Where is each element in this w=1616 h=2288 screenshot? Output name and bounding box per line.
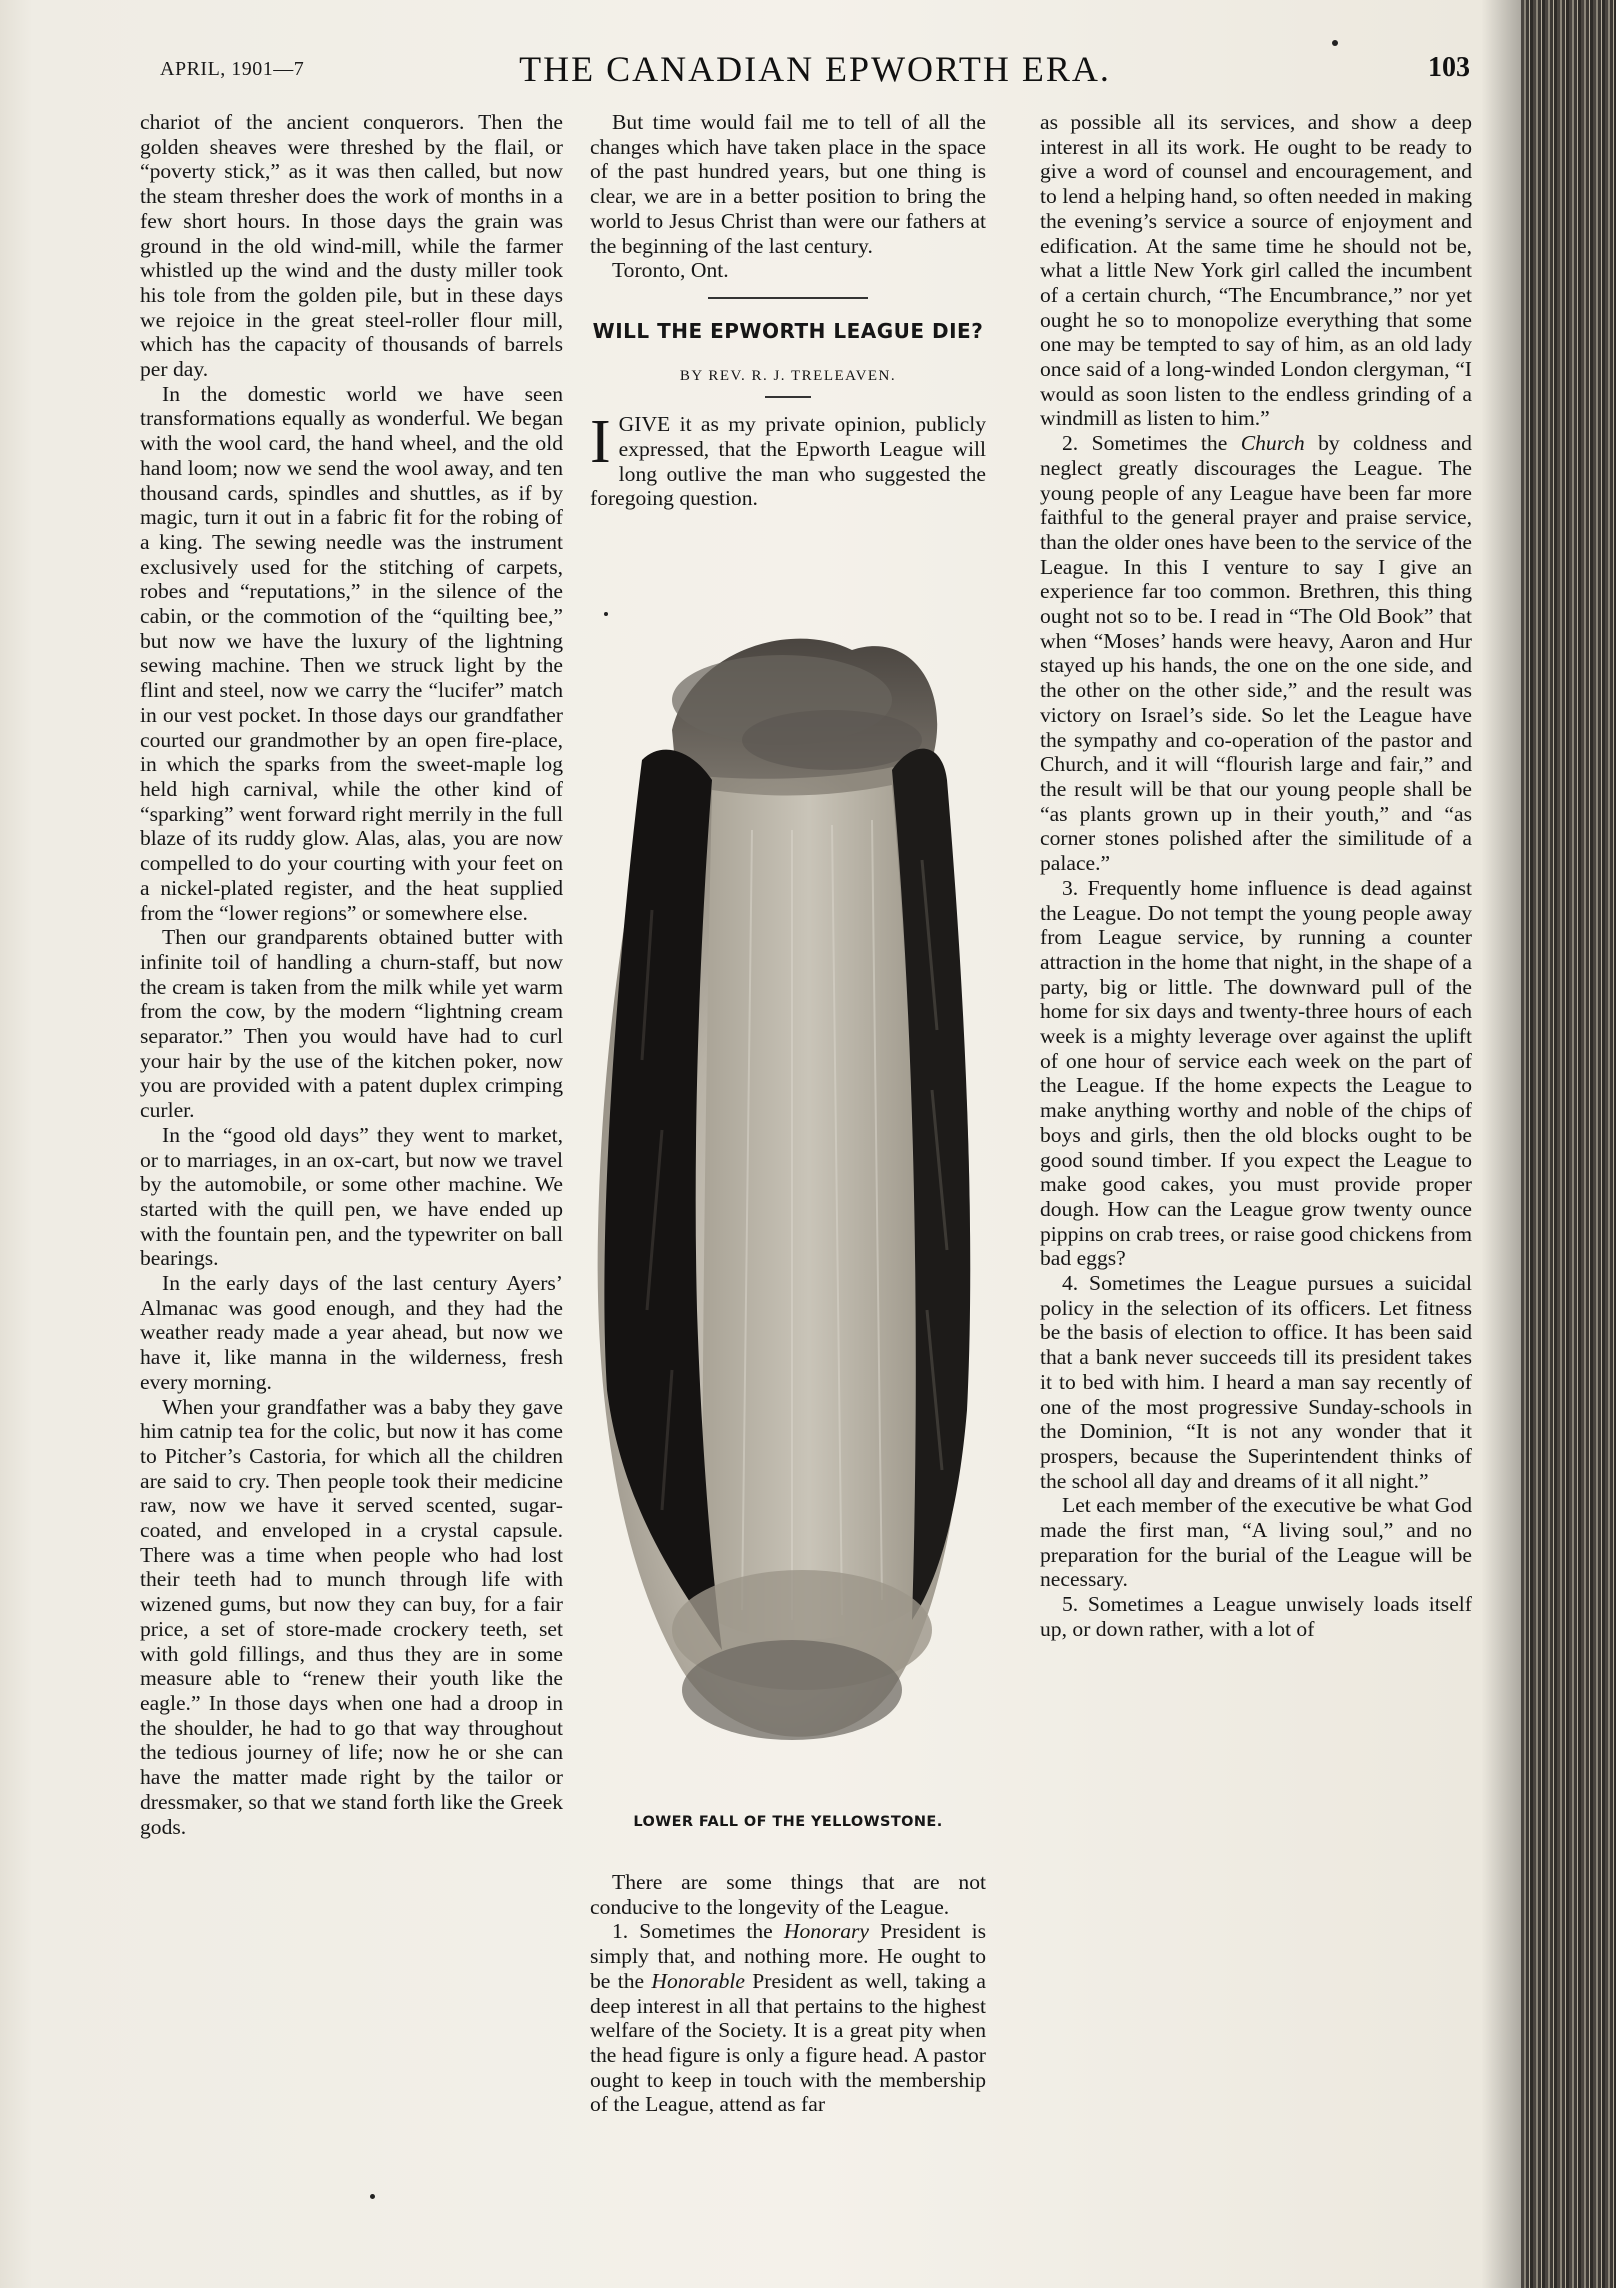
emphasis: Honorable <box>651 1968 745 1993</box>
emphasis: Church <box>1240 431 1305 456</box>
paragraph: But time would fail me to tell of all the changes which have taken place in the space of the past hundred years, but one thing is clear, we are in a better position to bring the world to Jesus Christ than were our fathers at the beginning of the last century. <box>590 110 986 258</box>
intro-text: GIVE it as my private opinion, publicly expressed, that the Epworth League will long outlive the man who suggested the foregoing question. <box>590 412 986 511</box>
emphasis: Honorary <box>783 1919 870 1944</box>
signoff: Toronto, Ont. <box>612 258 729 283</box>
page-header <box>160 48 1470 98</box>
paragraph: When your grandfather was a baby they gave him catnip tea for the colic, but now it has come to Pitcher’s Castoria, for which all the children are said to cry. Then people took their medicine raw, now we have it served scented, sugar-coated, and enveloped in a crystal capsule. There was a time when people who had lost their teeth had to munch through life with wizened gums, but now they can buy, for a fair price, a set of store-made crockery teeth, set with gold fillings, and thus they are in some measure able to “renew their youth like the eagle.” In those days when one had a droop in the shoulder, he had to go that way throughout the tedious journey of life; now he or she can have the matter made right by the tailor or dressmaker, so that we stand forth like the Greek gods. <box>140 1394 563 1839</box>
section-divider <box>708 297 868 299</box>
text-span: by coldness and neglect greatly discourages the League. The young people of any League have been far more faithful to the general prayer and praise service, than the older ones have been to the service of the League. In this I venture to say I give an experience far too common. Brethren, this thing ought not so to be. I read in “The Old Book” that when “Moses’ hands were heavy, Aaron and Hur stayed up his hands, the one on the one side, and the other on the other side,” and the result was victory on Israel’s side. So let the League have the sympathy and co-operation of the pastor and Church, and it will “flourish large and fair,” and the result will be that our young people shall be “as plants grown up in their youth,” and “as corner stones polished after the similitude of a palace.” <box>1040 431 1472 876</box>
paragraph: There are some things that are not conducive to the longevity of the League. <box>590 1870 986 1919</box>
column-2-bottom <box>590 1870 986 2117</box>
paragraph: In the early days of the last century Ayers’ Almanac was good enough, and they had the weather ready made a year ahead, but now we have it, like manna in the wilderness, fresh every morning. <box>140 1271 563 1394</box>
paragraph: In the “good old days” they went to market, or to marriages, in an ox-cart, but now we travel by the automobile, or some other machine. We started with the quill pen, we have ended up with the fountain pen, and the typewriter on ball bearings. <box>140 1122 563 1271</box>
text-span: 1. Sometimes the <box>612 1919 784 1944</box>
drop-cap: I <box>590 408 611 477</box>
ink-speck <box>370 2194 375 2199</box>
paragraph <box>590 1919 986 2117</box>
paragraph: Let each member of the executive be what God made the first man, “A living soul,” and no preparation for the burial of the League will be necessary. <box>1040 1493 1472 1592</box>
text-span: President is simply that, and nothing more. He ought to be the <box>590 1919 986 1993</box>
paragraph: as possible all its services, and show a deep interest in all its work. He ought to be ready to give a word of counsel and encouragement, and to lend a helping hand, so often needed in making the evening’s service a source of enjoyment and edification. At the same time he should not be, what a little New York girl called the incumbent of a certain church, “The Encumbrance,” nor yet ought he so to monopolize everything that some one may be tempted to say of him, as an old lady once said of a long-winded London clergyman, “I would as soon listen to the endless grinding of a windmill as listen to him.” <box>1040 110 1472 431</box>
paragraph: chariot of the ancient conquerors. Then the golden sheaves were threshed by the flail, or “poverty stick,” as it was then called, but now the steam thresher does the work of months in a few short hours. In those days the grain was ground in the old wind-mill, while the farmer whistled up the wind and the dusty miller took his tole from the golden pile, but in these days we rejoice in the great steel-roller flour mill, which has the capacity of thousands of barrels per day. <box>140 110 563 382</box>
article-byline: BY REV. R. J. TRELEAVEN. <box>679 367 897 384</box>
text-span: President as well, taking a deep interest in all that pertains to the highest welfare of the Society. It is a great pity when the head figure is only a figure head. A pastor ought to keep in touch with the membership of the League, attend as far <box>590 1968 987 2117</box>
binding-shadow <box>1481 0 1521 2288</box>
book-binding <box>1521 0 1616 2288</box>
paragraph: Then our grandparents obtained butter with infinite toil of handling a churn-staff, but now the cream is taken from the milk while yet warm from the cow, by the modern “lightning cream separator.” Then you would have had to curl your hair by the use of the kitchen poker, now you are provided with a patent duplex crimping curler. <box>140 925 563 1123</box>
intro-paragraph <box>590 408 986 511</box>
waterfall-illustration <box>592 610 984 1800</box>
page-number: 103 <box>1428 52 1470 83</box>
magazine-title: THE CANADIAN EPWORTH ERA. <box>519 49 1111 89</box>
ink-speck <box>604 612 608 616</box>
article-headline: WILL THE EPWORTH LEAGUE DIE? <box>592 318 984 343</box>
paragraph: 5. Sometimes a League unwisely loads itself up, or down rather, with a lot of <box>1040 1592 1472 1641</box>
paragraph: 3. Frequently home influence is dead against the League. Do not tempt the young people away from League service, by running a counter attraction in the home that night, in the shape of a party, big or little. The downward pull of the home for six days and twenty-three hours of each week is a mighty leverage over against the uplift of one hour of service each week on the part of the League. If the home expects the League to make anything worthy and noble of the chips of boys and girls, then the old blocks ought to be good sound timber. If you expect the League to make good cakes, you must provide proper dough. How can the League grow twenty ounce pippins on crab trees, or raise good chickens from bad eggs? <box>1040 875 1472 1271</box>
paragraph: In the domestic world we have seen transformations equally as wonderful. We began with the wool card, the hand wheel, and the old hand loom; now we send the wool away, and ten thousand cards, spindles and shuttles, as if by magic, turn it out in a fabric fit for the robing of a king. The sewing needle was the instrument exclusively used for the stitching of carpets, robes and “reputations,” in the silence of the cabin, or the commotion of the “quilting bee,” but now we have the luxury of the lightning sewing machine. Then we struck light by the flint and steel, now we carry the “lucifer” match in our vest pocket. In those days our grandfather courted our grandmother by an open fire-place, in which the sparks from the sweet-maple log held high carnival, while the other kind of “sparking” went forward right merrily in the full blaze of its ruddy glow. Alas, alas, you are now compelled to do your courting with your feet on a nickel-plated register, and the heat supplied from the “lower regions” or somewhere else. <box>140 381 563 925</box>
figure-caption: LOWER FALL OF THE YELLOWSTONE. <box>633 1814 943 1830</box>
paragraph: 4. Sometimes the League pursues a suicidal policy in the selection of its officers. Let fitness be the basis of election to office. It has been said that a bank never succeeds till its president takes it to bed with him. I heard a man say recently of one of the most progressive Sunday-schools in the Dominion, “It is not any wonder that it prospers, because the Superintendent thinks of the school all day and dreams of it all night.” <box>1040 1271 1472 1493</box>
column-2-top <box>590 110 986 511</box>
yellowstone-falls-image <box>592 610 984 1800</box>
byline-divider <box>765 396 811 398</box>
column-3 <box>1040 110 1472 1642</box>
issue-date: APRIL, 1901—7 <box>160 58 305 80</box>
paragraph <box>1040 431 1472 876</box>
text-span: 2. Sometimes the <box>1062 431 1241 456</box>
ink-speck <box>1332 40 1338 46</box>
column-1 <box>140 110 563 1839</box>
